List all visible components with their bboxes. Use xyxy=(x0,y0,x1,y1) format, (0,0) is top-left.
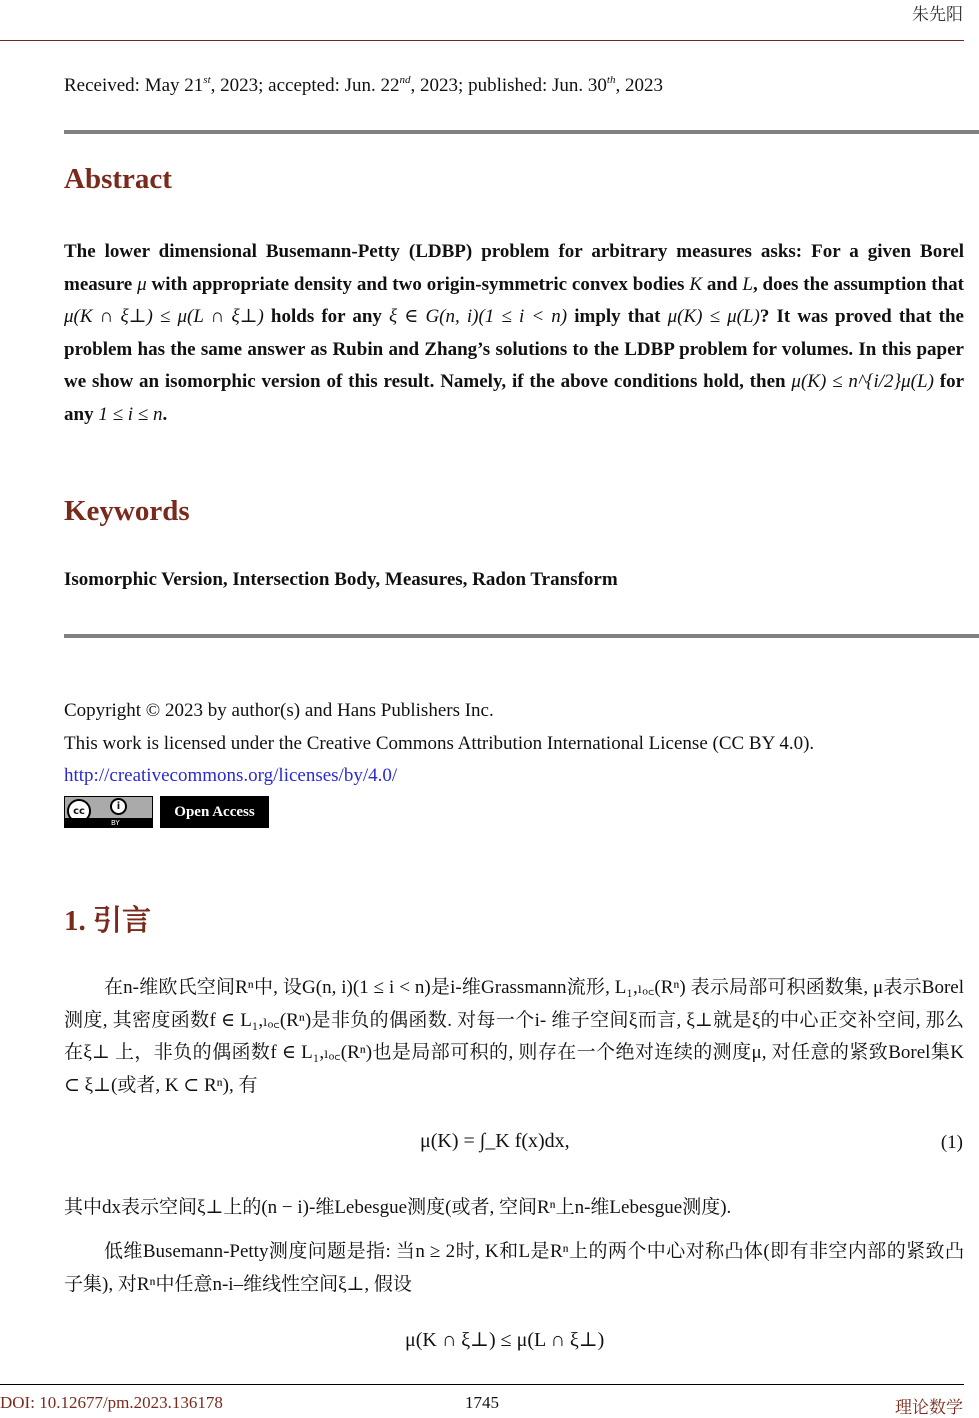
abstract-text: . xyxy=(162,403,168,425)
math-mu: μ xyxy=(137,273,147,295)
badge-bar xyxy=(65,818,152,827)
published-sup: th xyxy=(606,74,616,86)
license-link[interactable]: http://creativecommons.org/licenses/by/4.0/ xyxy=(64,765,398,787)
math-conclusion: μ(K) ≤ μ(L) xyxy=(667,306,760,328)
footer-doi: DOI: 10.12677/pm.2023.136178 xyxy=(0,1393,223,1412)
published-date: , 2023; published: Jun. 30 xyxy=(410,75,607,96)
math-inequality: μ(K ∩ ξ⊥) ≤ μ(L ∩ ξ⊥) xyxy=(64,306,264,328)
math-grassmann: ξ ∈ G(n, i)(1 ≤ i < n) xyxy=(389,306,568,328)
abstract-top-rule xyxy=(64,130,979,134)
received-date: Received: May 21 xyxy=(64,75,204,96)
journal-name: 理论数学 xyxy=(895,1398,963,1417)
abstract-text: , does the assumption that xyxy=(752,273,964,295)
keywords-heading: Keywords xyxy=(64,495,190,527)
intro-paragraph-2: 其中dx表示空间ξ⊥上的(n − i)-维Lebesgue测度(或者, 空间Rⁿ上n-维Lebesgue测度). xyxy=(64,1197,732,1218)
accepted-date: , 2023; accepted: Jun. 22 xyxy=(210,75,400,96)
math-L: L xyxy=(742,273,753,295)
abstract-text: with appropriate density and two origin-symmetric convex bodies xyxy=(146,273,690,295)
math-isomorphic-bound: μ(K) ≤ n^{i/2}μ(L) xyxy=(791,371,934,393)
copyright-block xyxy=(64,695,814,793)
keywords-bottom-rule xyxy=(64,634,979,638)
open-access-badge[interactable]: Open Access xyxy=(160,796,269,828)
abstract-text: holds for any xyxy=(263,306,390,328)
equation-1: μ(K) = ∫_K f(x)dx, xyxy=(420,1130,570,1152)
received-sup: st xyxy=(203,74,211,86)
page-number: 1745 xyxy=(465,1393,499,1412)
abstract-text: for any xyxy=(64,371,965,425)
section-1-heading: 1. 引言 xyxy=(64,905,152,937)
copyright-line: Copyright © 2023 by author(s) and Hans Publishers Inc. xyxy=(64,700,494,721)
cc-by-badge[interactable] xyxy=(64,796,153,828)
math-K: K xyxy=(689,273,702,295)
abstract-text: and xyxy=(702,273,743,295)
header-rule xyxy=(0,40,964,41)
accepted-sup: nd xyxy=(399,74,411,86)
footer-rule xyxy=(0,1384,964,1385)
cc-icon: cc xyxy=(67,799,91,823)
attribution-icon: i xyxy=(110,798,127,815)
published-year: , 2023 xyxy=(615,75,663,96)
math-range: 1 ≤ i ≤ n xyxy=(98,403,163,425)
license-line: This work is licensed under the Creative Commons Attribution International License (CC BY 4.0). xyxy=(64,732,815,754)
abstract-text: The lower dimensional Busemann-Petty (LDBP) problem for arbitrary measures asks: For a given Borel measure xyxy=(64,241,964,295)
intro-paragraph-1: 在n-维欧氏空间Rⁿ中, 设G(n, i)(1 ≤ i < n)是i-维Grassmann流形, L₁,ₗₒ꜀(Rⁿ) 表示局部可积函数集, μ表示Borel测度, 其密度函数f ∈ L₁,ₗₒ꜀(Rⁿ)是非负的偶函数. 对每一个i- 维子空间ξ而言, ξ⊥就是ξ的中心正交补空间, 那么在ξ⊥ 上，非负的偶函数f ∈ L₁,ₗₒ꜀(Rⁿ)也是局部可积的, 则存在一个绝对连续的测度μ, 对任意的紧致Borel集K ⊂ ξ⊥(或者, K ⊂ Rⁿ), 有 xyxy=(64,977,964,1096)
abstract-heading: Abstract xyxy=(64,163,172,195)
running-head-author: 朱先阳 xyxy=(912,5,963,24)
by-label: BY xyxy=(111,819,120,827)
abstract-text: ? It was proved that the problem has the same answer as Rubin and Zhang’s solutions to the LDBP problem for volumes. In this paper we show an isomorphic version of this result. Namely, if the above conditions hold, then xyxy=(64,306,964,393)
abstract-text: imply that xyxy=(567,306,668,328)
keywords-list: Isomorphic Version, Intersection Body, Measures, Radon Transform xyxy=(64,569,618,590)
equation-2: μ(K ∩ ξ⊥) ≤ μ(L ∩ ξ⊥) xyxy=(405,1329,605,1351)
intro-paragraph-3: 低维Busemann-Petty测度问题是指: 当n ≥ 2时, K和L是Rⁿ上的两个中心对称凸体(即有非空内部的紧致凸子集), 对Rⁿ中任意n-i–维线性空间ξ⊥, 假设 xyxy=(64,1241,964,1295)
equation-1-number: (1) xyxy=(940,1132,963,1153)
abstract-body xyxy=(64,236,964,432)
publication-dates xyxy=(64,75,663,97)
license-badges xyxy=(64,796,269,828)
